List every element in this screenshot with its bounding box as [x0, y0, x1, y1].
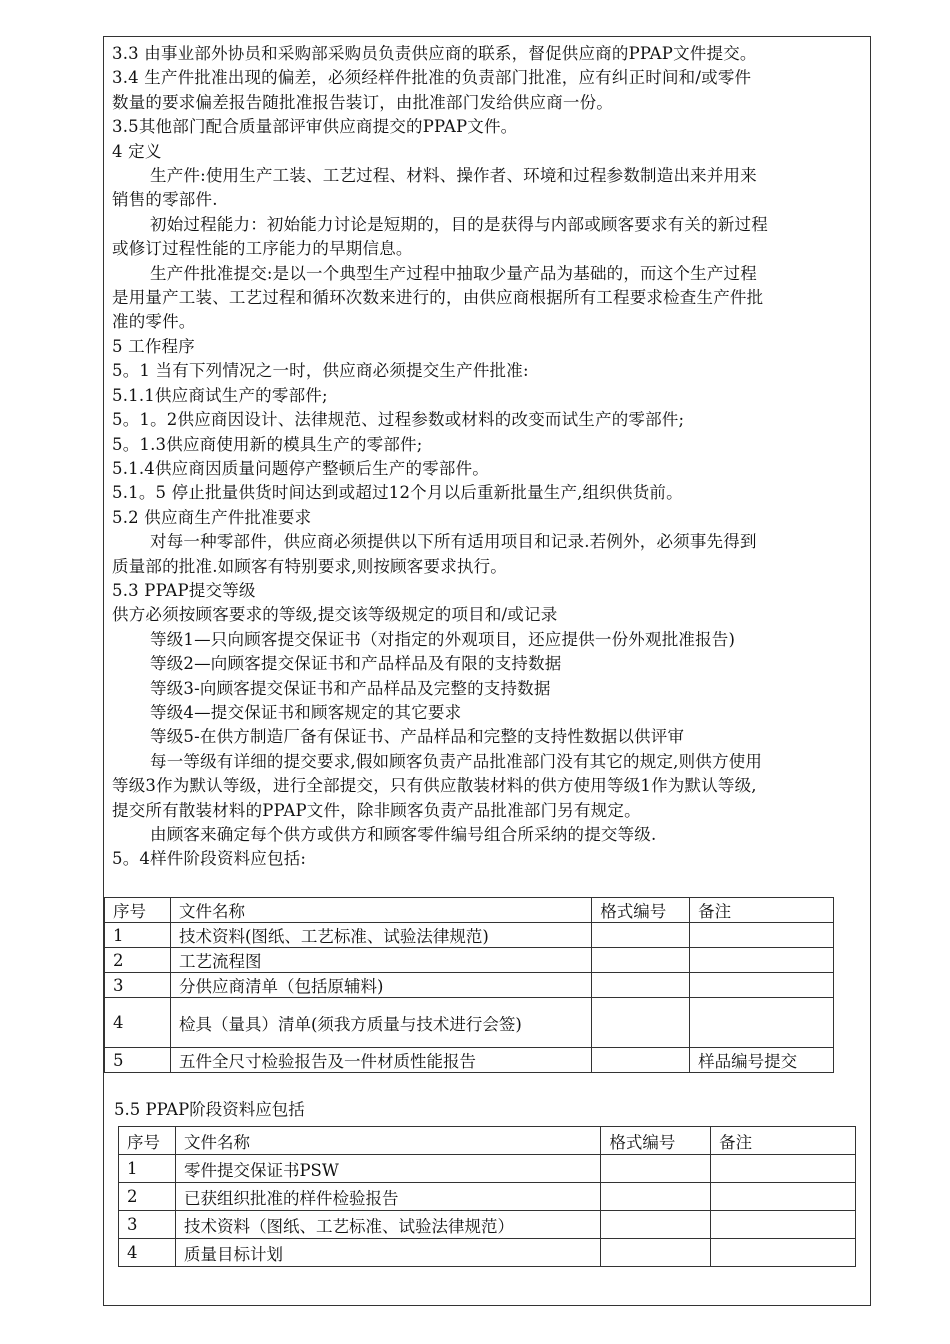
table-header-row	[105, 898, 834, 923]
table-cell	[601, 1183, 711, 1211]
section-5-5-title: 5.5 PPAP阶段资料应包括	[114, 1100, 305, 1119]
ppap-stage-table	[118, 1126, 856, 1267]
table-cell: 分供应商清单（包括原辅料)	[170, 973, 591, 998]
table-cell: 工艺流程图	[170, 948, 591, 973]
text-line: 5。4样件阶段资料应包括:	[112, 849, 307, 869]
table-cell	[690, 948, 834, 973]
table-cell: 2	[119, 1183, 176, 1211]
table-cell	[592, 948, 690, 973]
text-line: 是用量产工装、工艺过程和循环次数来进行的，由供应商根据所有工程要求检查生产件批	[112, 288, 764, 308]
table-cell: 1	[105, 923, 171, 948]
table-cell: 零件提交保证书PSW	[175, 1155, 600, 1183]
table-cell	[592, 923, 690, 948]
table-cell	[690, 973, 834, 998]
text-line: 等级3-向顾客提交保证书和产品样品及完整的支持数据	[150, 678, 551, 698]
column-header: 序号	[119, 1127, 176, 1155]
text-line: 或修订过程性能的工序能力的早期信息。	[112, 239, 413, 259]
text-line: 5 工作程序	[112, 336, 195, 356]
table-cell: 样品编号提交	[690, 1048, 834, 1073]
text-line: 质量部的批准.如顾客有特别要求,则按顾客要求执行。	[112, 556, 507, 576]
table-cell: 技术资料(图纸、工艺标准、试验法律规范)	[170, 923, 591, 948]
text-line: 等级3作为默认等级，进行全部提交，只有供应散装材料的供方使用等级1作为默认等级,	[112, 776, 757, 796]
text-line: 5.1。5 停止批量供货时间达到或超过12个月以后重新批量生产,组织供货前。	[112, 483, 683, 503]
table-row	[105, 948, 834, 973]
text-line: 供方必须按顾客要求的等级,提交该等级规定的项目和/或记录	[112, 605, 558, 625]
text-line: 5。1 当有下列情况之一时，供应商必须提交生产件批准:	[112, 361, 529, 381]
text-line: 等级1—只向顾客提交保证书（对指定的外观项目，还应提供一份外观批准报告)	[150, 629, 736, 649]
text-line: 3.4 生产件批准出现的偏差，必须经样件批准的负责部门批准，应有纠正时间和/或零件	[112, 68, 752, 88]
table-cell	[690, 923, 834, 948]
table-cell: 五件全尺寸检验报告及一件材质性能报告	[170, 1048, 591, 1073]
table-cell: 2	[105, 948, 171, 973]
text-line: 等级5-在供方制造厂备有保证书、产品样品和完整的支持性数据以供评审	[150, 727, 685, 747]
table-cell: 检具（量具）清单(须我方质量与技术进行会签)	[170, 998, 591, 1048]
text-line: 5.1.4供应商因质量问题停产整顿后生产的零部件。	[112, 458, 489, 478]
text-line: 数量的要求偏差报告随批准报告装订，由批准部门发给供应商一份。	[112, 92, 613, 112]
table-cell	[711, 1239, 856, 1267]
table-row	[105, 998, 834, 1048]
table-cell: 4	[119, 1239, 176, 1267]
table-cell	[592, 998, 690, 1048]
table-row	[119, 1239, 856, 1267]
text-line: 等级4—提交保证书和顾客规定的其它要求	[150, 702, 462, 722]
text-line: 生产件:使用生产工装、工艺过程、材料、操作者、环境和过程参数制造出来并用来	[150, 166, 757, 186]
table-cell	[601, 1155, 711, 1183]
document-body	[112, 42, 864, 872]
text-line: 销售的零部件.	[112, 190, 218, 210]
column-header: 备注	[690, 898, 834, 923]
text-line: 5。1。2供应商因设计、法律规范、过程参数或材料的改变而试生产的零部件;	[112, 410, 685, 430]
table-row	[105, 973, 834, 998]
table-cell	[601, 1239, 711, 1267]
text-line: 每一等级有详细的提交要求,假如顾客负责产品批准部门没有其它的规定,则供方使用	[150, 751, 763, 771]
table-cell: 1	[119, 1155, 176, 1183]
text-line: 生产件批准提交:是以一个典型生产过程中抽取少量产品为基础的，而这个生产过程	[150, 263, 757, 283]
table-row	[119, 1155, 856, 1183]
table-cell	[592, 973, 690, 998]
text-line: 5。1.3供应商使用新的模具生产的零部件;	[112, 434, 423, 454]
table-row	[119, 1211, 856, 1239]
table-cell: 已获组织批准的样件检验报告	[175, 1183, 600, 1211]
sample-stage-table	[104, 897, 834, 1073]
table-cell	[690, 998, 834, 1048]
text-line: 5.1.1供应商试生产的零部件;	[112, 385, 328, 405]
text-line: 准的零件。	[112, 312, 196, 332]
text-line: 4 定义	[112, 141, 162, 161]
column-header: 序号	[105, 898, 171, 923]
text-line: 对每一种零部件，供应商必须提供以下所有适用项目和记录.若例外，必须事先得到	[150, 532, 757, 552]
table-cell	[601, 1211, 711, 1239]
table-cell	[711, 1211, 856, 1239]
text-line: 3.3 由事业部外协员和采购部采购员负责供应商的联系，督促供应商的PPAP文件提交。	[112, 44, 757, 63]
text-line: 3.5其他部门配合质量部评审供应商提交的PPAP文件。	[112, 117, 518, 137]
text-line: 5.2 供应商生产件批准要求	[112, 507, 312, 527]
text-line: 提交所有散装材料的PPAP文件，除非顾客负责产品批准部门另有规定。	[112, 800, 641, 820]
table-cell: 质量目标计划	[175, 1239, 600, 1267]
table-cell	[592, 1048, 690, 1073]
table-cell: 4	[105, 998, 171, 1048]
table-row	[105, 1048, 834, 1073]
table-cell	[711, 1155, 856, 1183]
column-header: 文件名称	[175, 1127, 600, 1155]
table-cell: 3	[119, 1211, 176, 1239]
text-line: 初始过程能力：初始能力讨论是短期的，目的是获得与内部或顾客要求有关的新过程	[150, 214, 768, 234]
table-cell: 技术资料（图纸、工艺标准、试验法律规范）	[175, 1211, 600, 1239]
table-header-row	[119, 1127, 856, 1155]
column-header: 文件名称	[170, 898, 591, 923]
table-cell	[711, 1183, 856, 1211]
table-row	[105, 923, 834, 948]
text-line: 由顾客来确定每个供方或供方和顾客零件编号组合所采纳的提交等级.	[150, 825, 657, 844]
table-cell: 3	[105, 973, 171, 998]
text-line: 5.3 PPAP提交等级	[112, 580, 256, 600]
column-header: 备注	[711, 1127, 856, 1155]
text-line: 等级2—向顾客提交保证书和产品样品及有限的支持数据	[150, 654, 562, 674]
column-header: 格式编号	[592, 898, 690, 923]
table-row	[119, 1183, 856, 1211]
column-header: 格式编号	[601, 1127, 711, 1155]
table-cell: 5	[105, 1048, 171, 1073]
